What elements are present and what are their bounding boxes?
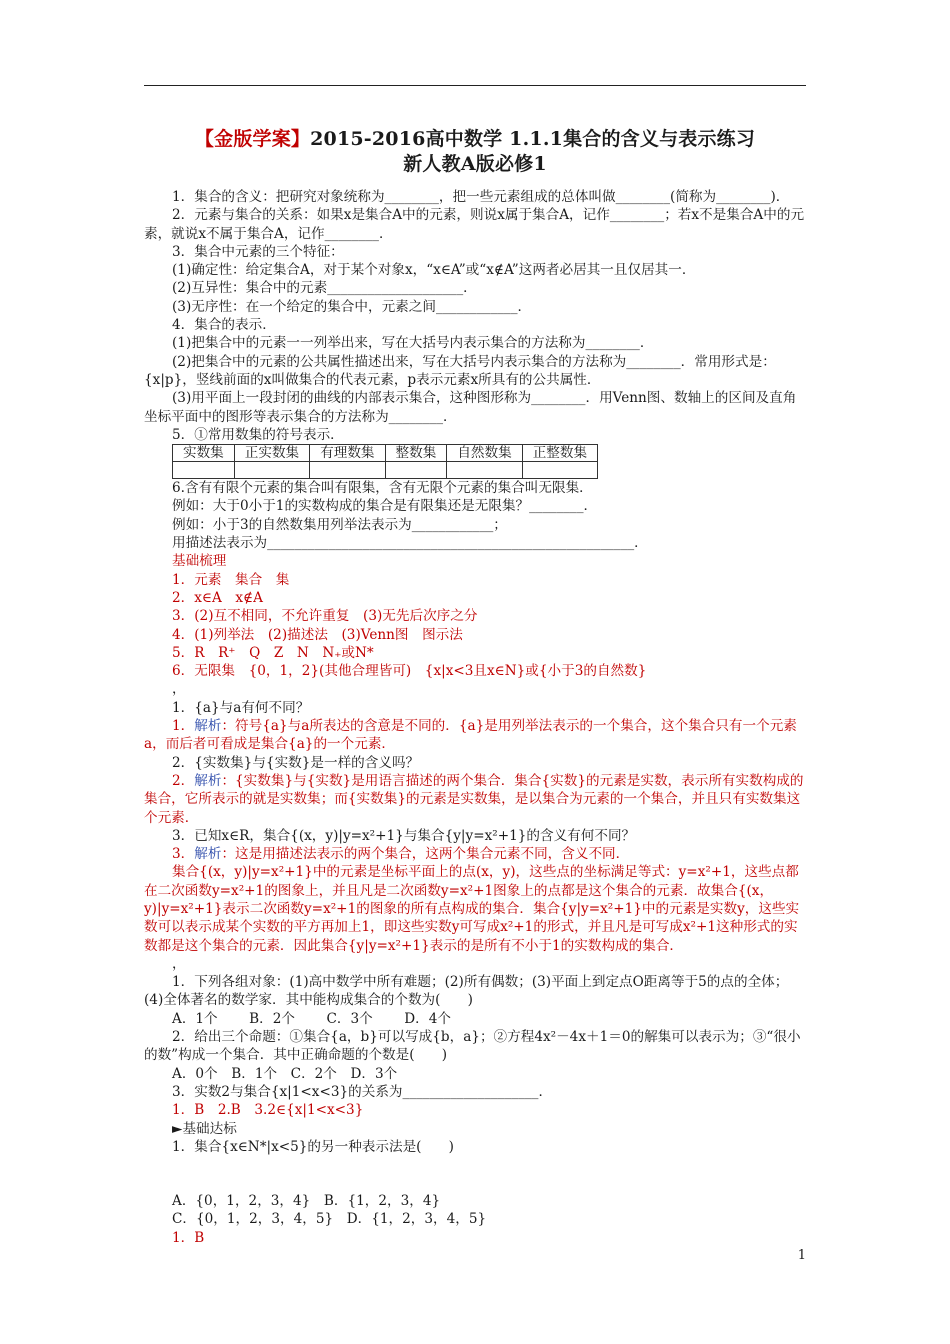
table-row	[173, 462, 598, 479]
table-cell	[447, 462, 522, 479]
qa-section	[144, 717, 806, 863]
analysis-number: 3．	[172, 846, 195, 863]
analysis-line	[144, 717, 806, 754]
text-line: 4．集合的表示．	[172, 317, 276, 334]
text-line: (1)确定性：给定集合A，对于某个对象x，“x∈A”或“x∉A”这两者必居其一且仅居其一．	[172, 262, 696, 279]
table-cell	[173, 462, 235, 479]
header-rule	[144, 85, 806, 86]
text-line: ，	[172, 955, 186, 972]
text-line: 2．x∈A x∉A	[172, 589, 263, 606]
analysis-label: 解析	[194, 772, 222, 789]
spacer	[144, 1156, 806, 1192]
text-line: 6．无限集 {0，1，2}(其他合理皆可) {x|x<3且x∈N}或{小于3的自然数}	[172, 663, 647, 680]
text-line: ►基础达标	[172, 1120, 237, 1137]
text-line: (3)无序性：在一个给定的集合中，元素之间____________．	[172, 298, 532, 315]
text-line: 2．给出三个命题：①集合{a，b}可以写成{b，a}；②方程4x²－4x＋1＝0的解集可以表示为；③“很小的数”构成一个集合．其中正确命题的个数是( )	[144, 1029, 801, 1064]
table-header-cell: 自然数集	[447, 445, 522, 462]
text-line: (2)互异性：集合中的元素____________________．	[172, 280, 477, 297]
text-line: 6.含有有限个元素的集合叫有限集，含有无限个元素的集合叫无限集．	[172, 480, 593, 497]
analysis-label: 解析	[194, 718, 222, 735]
text-line: 例如：小于3的自然数集用列举法表示为____________；	[172, 516, 507, 533]
choices-section	[144, 1192, 806, 1247]
exercise-section	[144, 955, 806, 1156]
analysis-label: 解析	[194, 846, 222, 863]
table-cell	[310, 462, 385, 479]
table-cell	[234, 462, 309, 479]
question-line: 3．已知x∈R，集合{(x，y)|y=x²+1}与集合{y|y=x²+1}的含义有何不同？	[172, 827, 636, 844]
table-header-cell: 有理数集	[310, 445, 385, 462]
title-brand: 【金版学案】	[194, 128, 311, 150]
knowledge-section	[144, 188, 806, 444]
table-cell	[385, 462, 447, 479]
analysis-text: ：{实数集}与{实数}是用语言描述的两个集合．集合{实数}的元素是实数，表示所有实数构成的集合，它所表示的就是实数集；而{实数集}的元素是实数集，是以集合为元素的一个集合，并且只有实数集这个元素．	[144, 772, 804, 826]
text-line: 基础梳理	[172, 553, 227, 570]
text-line: 5．R R⁺ Q Z N N₊或N*	[172, 644, 374, 661]
text-line: 1．B 2.B 3.2∈{x|1<x<3}	[172, 1102, 364, 1119]
text-line: 例如：大于0小于1的实数构成的集合是有限集还是无限集？________．	[172, 498, 598, 515]
text-line: 1．元素 集合 集	[172, 571, 290, 588]
text-line: 1．下列各组对象：(1)高中数学中所有难题；(2)所有偶数；(3)平面上到定点O距离等于5的点的全体；(4)全体著名的数学家．其中能构成集合的个数为( )	[144, 974, 789, 1009]
text-line: 4．(1)列举法 (2)描述法 (3)Venn图 图示法	[172, 626, 463, 643]
analysis-number: 2．	[172, 772, 195, 789]
text-line: 3．(2)互不相同，不允许重复 (3)无先后次序之分	[172, 608, 478, 625]
table-header-cell: 整数集	[385, 445, 447, 462]
text-line: (3)用平面上一段封闭的曲线的内部表示集合，这种图形称为________．用Venn图、数轴上的区间及直角坐标平面中的图形等表示集合的方法称为________．	[144, 390, 797, 425]
document-body	[144, 188, 806, 1247]
question-line: 2．{实数集}与{实数}是一样的含义吗？	[172, 754, 420, 771]
table-cell	[522, 462, 597, 479]
text-line: ，	[172, 681, 186, 698]
text-line: A．0个 B．1个 C．2个 D．3个	[172, 1065, 398, 1082]
number-set-table	[172, 444, 598, 479]
text-line: 1．B	[172, 1229, 205, 1246]
text-line: 1．集合{x∈N*|x<5}的另一种表示法是( )	[172, 1138, 454, 1155]
text-line: 3．实数2与集合{x|1<x<3}的关系为____________________．	[172, 1083, 553, 1100]
text-line: 3．集合中元素的三个特征：	[172, 243, 344, 260]
text-line: 5．①常用数集的符号表示．	[172, 426, 344, 443]
title-rest: 2015-2016高中数学 1.1.1集合的含义与表示练习	[310, 128, 756, 150]
text-line: (2)把集合中的元素的公共属性描述出来，写在大括号内表示集合的方法称为________．常用形式是：{x|p}，竖线前面的x叫做集合的代表元素，p表示元素x所具有的公共属性．	[144, 353, 776, 388]
table-header-cell: 实数集	[173, 445, 235, 462]
table-header-row	[173, 445, 598, 462]
text-line: 2．元素与集合的关系：如果x是集合A中的元素，则说x属于集合A，记作________；若x不是集合A中的元素，就说x不属于集合A，记作________．	[144, 207, 805, 242]
table-header-cell: 正实数集	[234, 445, 309, 462]
page-title	[144, 124, 806, 151]
answers-section	[144, 479, 806, 717]
text-line: 1．集合的含义：把研究对象统称为________，把一些元素组成的总体叫做________(简称为________)．	[172, 189, 790, 205]
table-header-cell: 正整数集	[522, 445, 597, 462]
analysis-text: ：符号{a}与a所表达的含意是不同的．{a}是用列举法表示的一个集合，这个集合只有一个元素a，而后者可看成是集合{a}的一个元素．	[144, 718, 797, 753]
text-line: 用描述法表示为______________________________________________________．	[172, 535, 648, 552]
text-line: A．{0，1，2，3，4} B．{1，2，3，4}	[172, 1193, 441, 1210]
analysis-line	[144, 772, 806, 827]
text-line: A．1个 B．2个 C．3个 D．4个	[172, 1010, 451, 1027]
page-subtitle: 新人教A版必修1	[403, 153, 547, 175]
analysis-text: ：这是用描述法表示的两个集合，这两个集合元素不同，含义不同．	[221, 846, 630, 863]
explain-paragraph: 集合{(x，y)|y=x²+1}中的元素是坐标平面上的点(x，y)，这些点的坐标满足等式：y=x²+1，这些点都在二次函数y=x²+1的图象上，并且凡是二次函数y=x²+1图象上的点都是这个集合的元素．故集合{(x，y)|y=x²+1}表示二次函数y=x²+1的图象的所有点构成的集合．集合{y|y=x²+1}中的元素是实数y，这些实数可以表示成某个实数的平方再加上1，即这些实数y可写成x²+1的形式，并且凡是可写成x²+1这种形式的实数都是这个集合的元素．因此集合{y|y=x²+1}表示的是所有不小于1的实数构成的集合．	[144, 864, 800, 954]
analysis-number: 1．	[172, 718, 195, 735]
text-line: 1．{a}与a有何不同？	[172, 699, 310, 716]
text-line: C．{0，1，2，3，4，5} D．{1，2，3，4，5}	[172, 1211, 487, 1228]
page-number: 1	[797, 1248, 806, 1263]
text-line: (1)把集合中的元素一一列举出来，写在大括号内表示集合的方法称为________．	[172, 335, 654, 352]
analysis-line	[144, 845, 806, 863]
